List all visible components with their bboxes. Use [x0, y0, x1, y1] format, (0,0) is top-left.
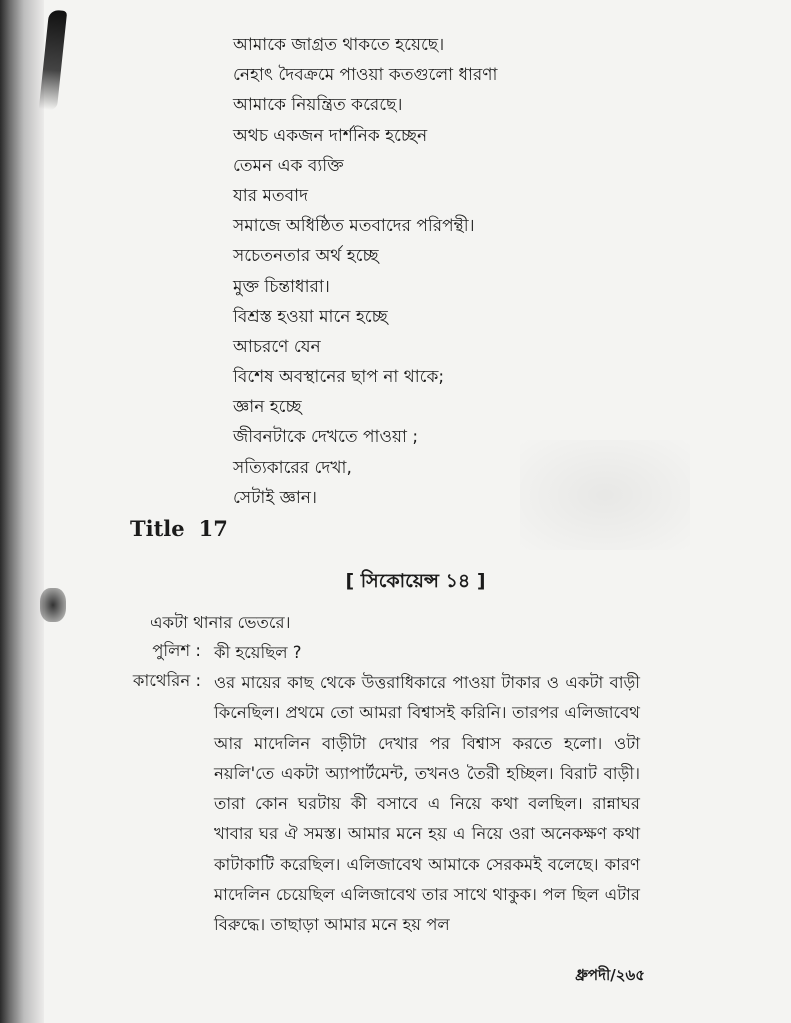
- speaker-name: পুলিশ :: [152, 641, 201, 660]
- page-footer: ধ্রুপদী/২৬৫: [575, 966, 645, 984]
- verse-line: সচেতনতার অর্থ হচ্ছে: [233, 246, 379, 267]
- speech-text: ওর মায়ের কাছ থেকে উত্তরাধিকারে পাওয়া টাকার ও একটা বাড়ী কিনেছিল। প্রথমে তো আমরা বিশ্বাসই করিনি। তারপর এলিজাবেথ আর মাদেলিন বাড়ীটা দেখার পর বিশ্বাস করতে হলো। ওটা নয়লি'তে একটা অ্যাপার্টমেন্ট, তখনও তৈরী হচ্ছিল। বিরাট বাড়ী। তারা কোন ঘরটায় কী বসাবে এ নিয়ে কথা বলছিল। রান্নাঘর খাবার ঘর ঐ সমস্ত। আমার মনে হয় এ নিয়ে ওরা অনেকক্ষণ কথা কাটাকাটি করেছিল। এলিজাবেথ আমাকে সেরকমই বলেছে। কারণ মাদেলিন চেয়েছিল এলিজাবেথ তার সাথে থাকুক। পল ছিল এটার বিরুদ্ধে। তাছাড়া আমার মনে হয় পল: [214, 673, 640, 935]
- speaker-name: কাথেরিন :: [132, 671, 201, 690]
- title-number: 17: [198, 516, 228, 541]
- show-through-shadow: [520, 440, 690, 550]
- verse-line: নেহাৎ দৈবক্রমে পাওয়া কতগুলো ধারণা: [233, 65, 498, 86]
- speech-text: কী হয়েছিল ?: [214, 643, 302, 662]
- verse-line: সত্যিকারের দেখা,: [233, 457, 352, 478]
- verse-line: আচরণে যেন: [233, 336, 321, 357]
- verse-line: জীবনটাকে দেখতে পাওয়া ;: [233, 427, 419, 448]
- verse-line: আমাকে জাগ্রত থাকতে হয়েছে।: [233, 35, 445, 55]
- title-heading: [130, 516, 228, 541]
- verse-line: সেটাই জ্ঞান।: [233, 487, 317, 508]
- verse-line: তেমন এক ব্যক্তি: [233, 155, 344, 176]
- page-binding-shadow: [0, 0, 44, 1023]
- verse-line: আমাকে নিয়ন্ত্রিত করেছে।: [233, 95, 403, 116]
- verse-line: যার মতবাদ: [233, 185, 308, 206]
- scene-direction: একটা থানার ভেতরে।: [150, 613, 291, 632]
- verse-line: বিশেষ অবস্থানের ছাপ না থাকে;: [233, 367, 445, 388]
- verse-line: অথচ একজন দার্শনিক হচ্ছেন: [233, 125, 428, 146]
- verse-line: জ্ঞান হচ্ছে: [233, 397, 302, 418]
- verse-line: মুক্ত চিন্তাধারা।: [233, 276, 330, 297]
- verse-line: বিশ্রস্ত হওয়া মানে হচ্ছে: [233, 306, 388, 327]
- title-label: Title: [130, 516, 185, 541]
- sequence-heading: [ সিকোয়েন্স ১৪ ]: [345, 570, 486, 592]
- verse-line: সমাজে অধিষ্ঠিত মতবাদের পরিপন্থী।: [233, 216, 475, 237]
- verse-block: [233, 30, 497, 513]
